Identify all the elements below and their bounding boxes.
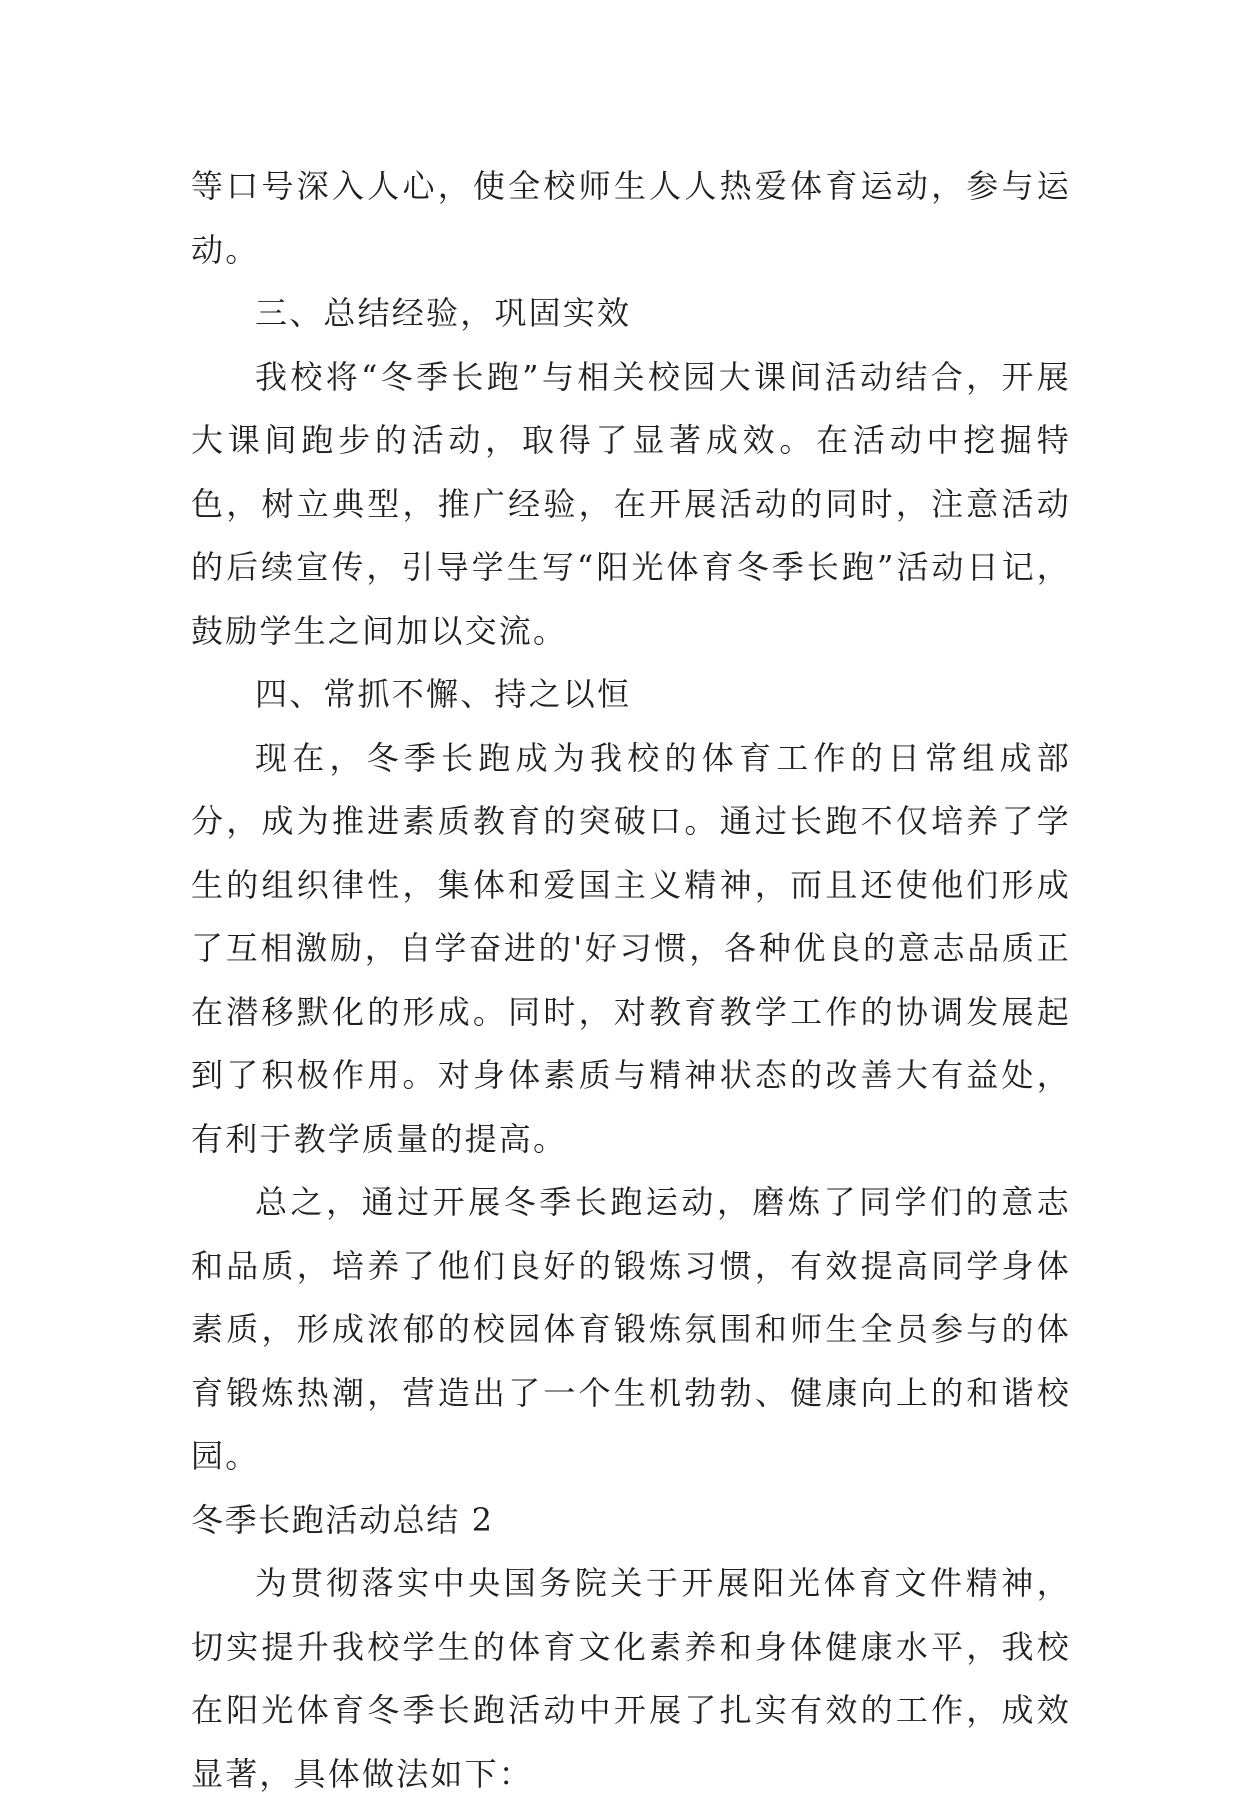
section-heading-4: 四、常抓不懈、持之以恒 xyxy=(255,675,632,713)
paragraph-persistence: 现在，冬季长跑成为我校的体育工作的日常组成部分，成为推进素质教育的突破口。通过长跑不仅培养了学生的组织律性，集体和爱国主义精神，而且还使他们形成了互相激励，自学奋进的'好习惯，各种优良的意志品质正在潜移默化的形成。同时，对教育教学工作的协调发展起到了积极作用。对身体素质与精神状态的改善大有益处，有利于教学质量的提高。 xyxy=(191,738,1071,1158)
paragraph-continuation: 等口号深入人心，使全校师生人人热爱体育运动，参与运动。 xyxy=(191,167,1071,269)
document-body xyxy=(191,155,1071,1806)
document-title-2: 冬季长跑活动总结 2 xyxy=(191,1500,494,1539)
paragraph-intro-2: 为贯彻落实中央国务院关于开展阳光体育文件精神，切实提升我校学生的体育文化素养和身体健康水平，我校在阳光体育冬季长跑活动中开展了扎实有效的工作，成效显著，具体做法如下： xyxy=(191,1564,1071,1793)
paragraph-summary-experience: 我校将“冬季长跑”与相关校园大课间活动结合，开展大课间跑步的活动，取得了显著成效。在活动中挖掘特色，树立典型，推广经验，在开展活动的同时，注意活动的后续宣传，引导学生写“阳光体育冬季长跑”活动日记，鼓励学生之间加以交流。 xyxy=(191,357,1071,650)
section-heading-3: 三、总结经验，巩固实效 xyxy=(255,294,632,332)
paragraph-conclusion: 总之，通过开展冬季长跑运动，磨炼了同学们的意志和品质，培养了他们良好的锻炼习惯，有效提高同学身体素质，形成浓郁的校园体育锻炼氛围和师生全员参与的体育锻炼热潮，营造出了一个生机勃勃、健康向上的和谐校园。 xyxy=(191,1183,1071,1475)
